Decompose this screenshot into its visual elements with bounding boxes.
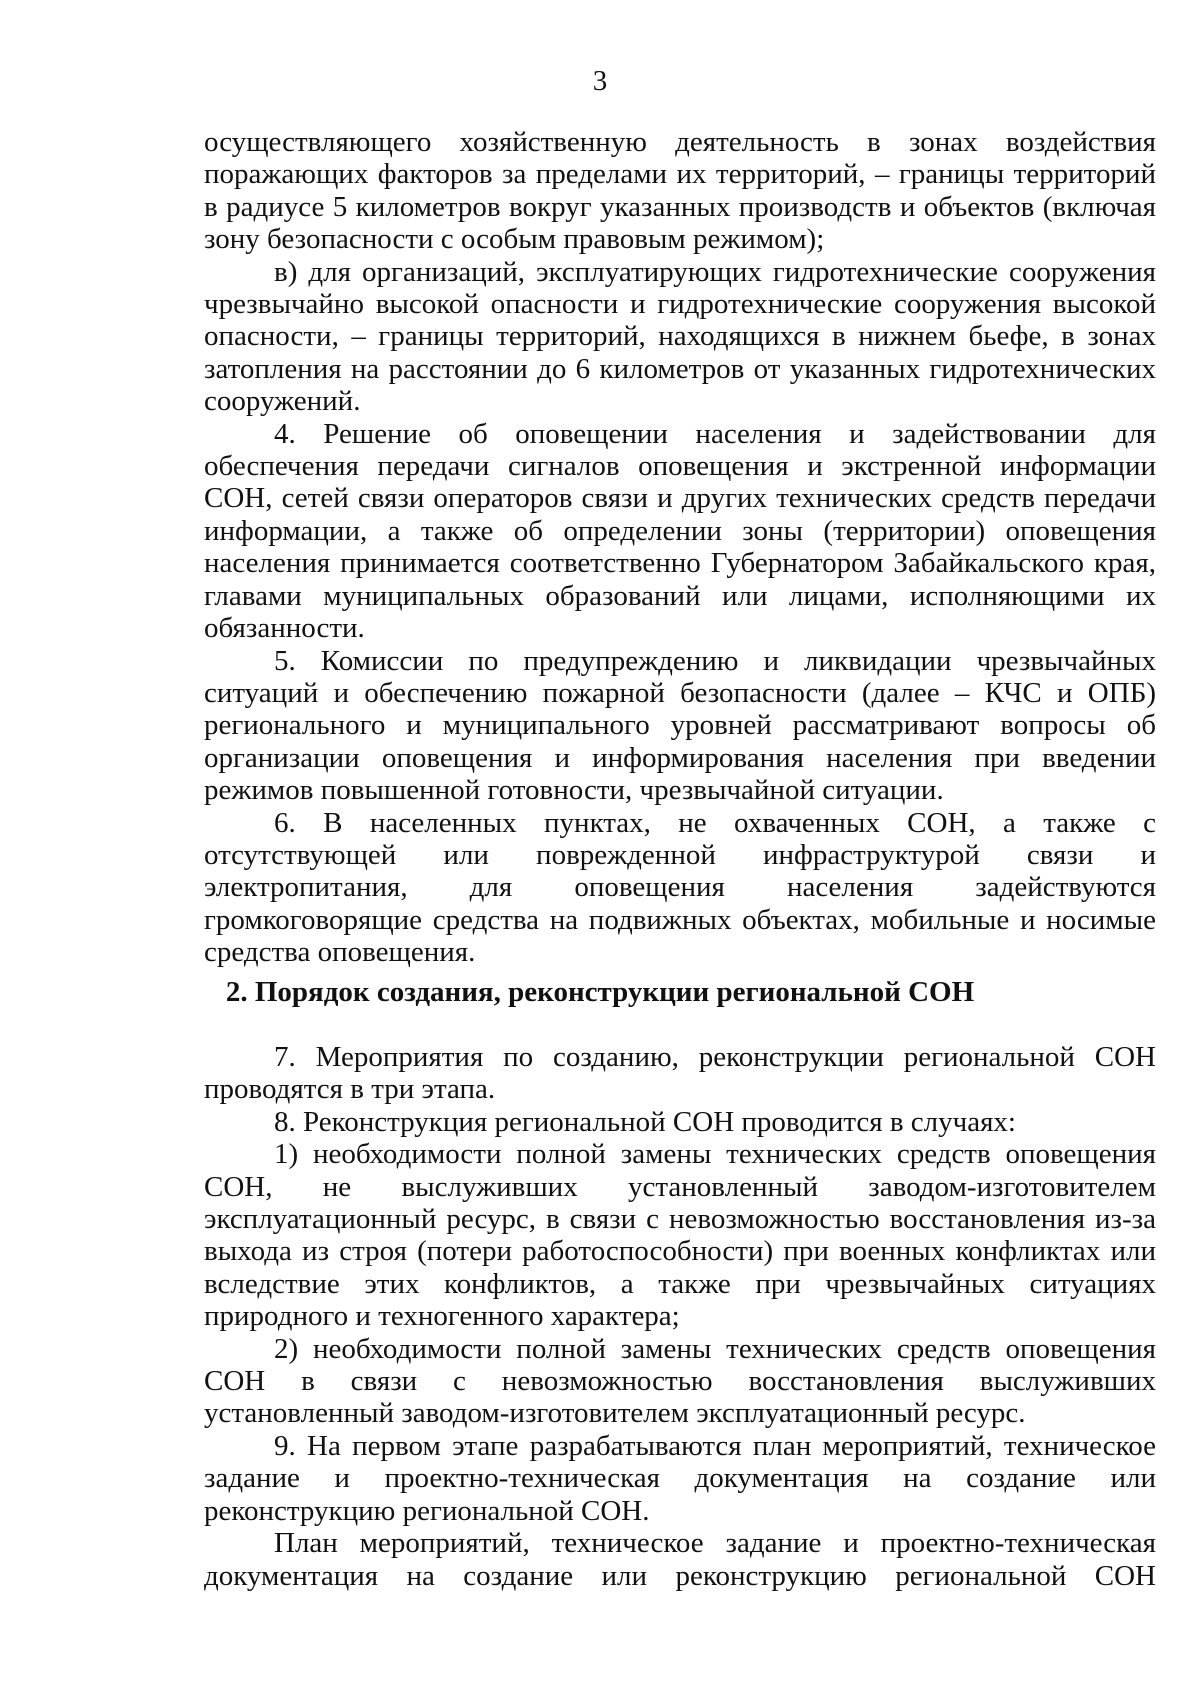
paragraph-4: 4. Решение об оповещении населения и задействовании для обеспечения передачи сигналов оповещения и экстренной информации СОН, сетей связи операторов связи и других технических средств передачи информации, а также об определении зоны (территории) оповещения населения принимается соответственно Губернатором Забайкальского края, главами муниципальных образований или лицами, исполняющими их обязанности. xyxy=(204,417,1156,645)
section-heading: 2. Порядок создания, реконструкции региональной СОН xyxy=(225,976,975,1008)
paragraph-item-v: в) для организаций, эксплуатирующих гидротехнические сооружения чрезвычайно высокой опасности и гидротехнические сооружения высокой опасности, – границы территорий, находящихся в нижнем бьефе, в зонах затопления на расстоянии до 6 километров от указанных гидротехнических сооружений. xyxy=(204,255,1156,418)
page-number: 3 xyxy=(592,65,608,97)
paragraph-continuation: осуществляющего хозяйственную деятельность в зонах воздействия поражающих факторов за пределами их территорий, – границы территорий в радиусе 5 километров вокруг указанных производств и объектов (включая зону безопасности с особым правовым режимом); xyxy=(204,126,1156,256)
paragraph-8-item-1: 1) необходимости полной замены технических средств оповещения СОН, не выслуживших установленный заводом-изготовителем эксплуатационный ресурс, в связи с невозможностью восстановления из-за выхода из строя (потери работоспособности) при военных конфликтах или вследствие этих конфликтов, а также при чрезвычайных ситуациях природного и техногенного характера; xyxy=(204,1138,1156,1333)
paragraph-6: 6. В населенных пунктах, не охваченных СОН, а также с отсутствующей или поврежденной инфраструктурой связи и электропитания, для оповещения населения задействуются громкоговорящие средства на подвижных объектах, мобильные и носимые средства оповещения. xyxy=(204,806,1156,969)
section-2-body xyxy=(204,1041,1156,1592)
paragraph-8: 8. Реконструкция региональной СОН проводится в случаях: xyxy=(274,1105,1016,1138)
section-1-body xyxy=(204,126,1156,969)
paragraph-8-item-2: 2) необходимости полной замены технических средств оповещения СОН в связи с невозможностью восстановления выслуживших установленный заводом-изготовителем эксплуатационный ресурс. xyxy=(204,1332,1156,1430)
paragraph-9: 9. На первом этапе разрабатываются план мероприятий, техническое задание и проектно-техническая документация на создание или реконструкцию региональной СОН. xyxy=(204,1429,1156,1527)
paragraph-7: 7. Мероприятия по созданию, реконструкции региональной СОН проводятся в три этапа. xyxy=(204,1041,1156,1106)
paragraph-plan: План мероприятий, техническое задание и проектно-техническая документация на создание или реконструкцию региональной СОН xyxy=(204,1527,1156,1592)
paragraph-5: 5. Комиссии по предупреждению и ликвидации чрезвычайных ситуаций и обеспечению пожарной безопасности (далее – КЧС и ОПБ) регионального и муниципального уровней рассматривают вопросы об организации оповещения и информирования населения при введении режимов повышенной готовности, чрезвычайной ситуации. xyxy=(204,644,1156,807)
